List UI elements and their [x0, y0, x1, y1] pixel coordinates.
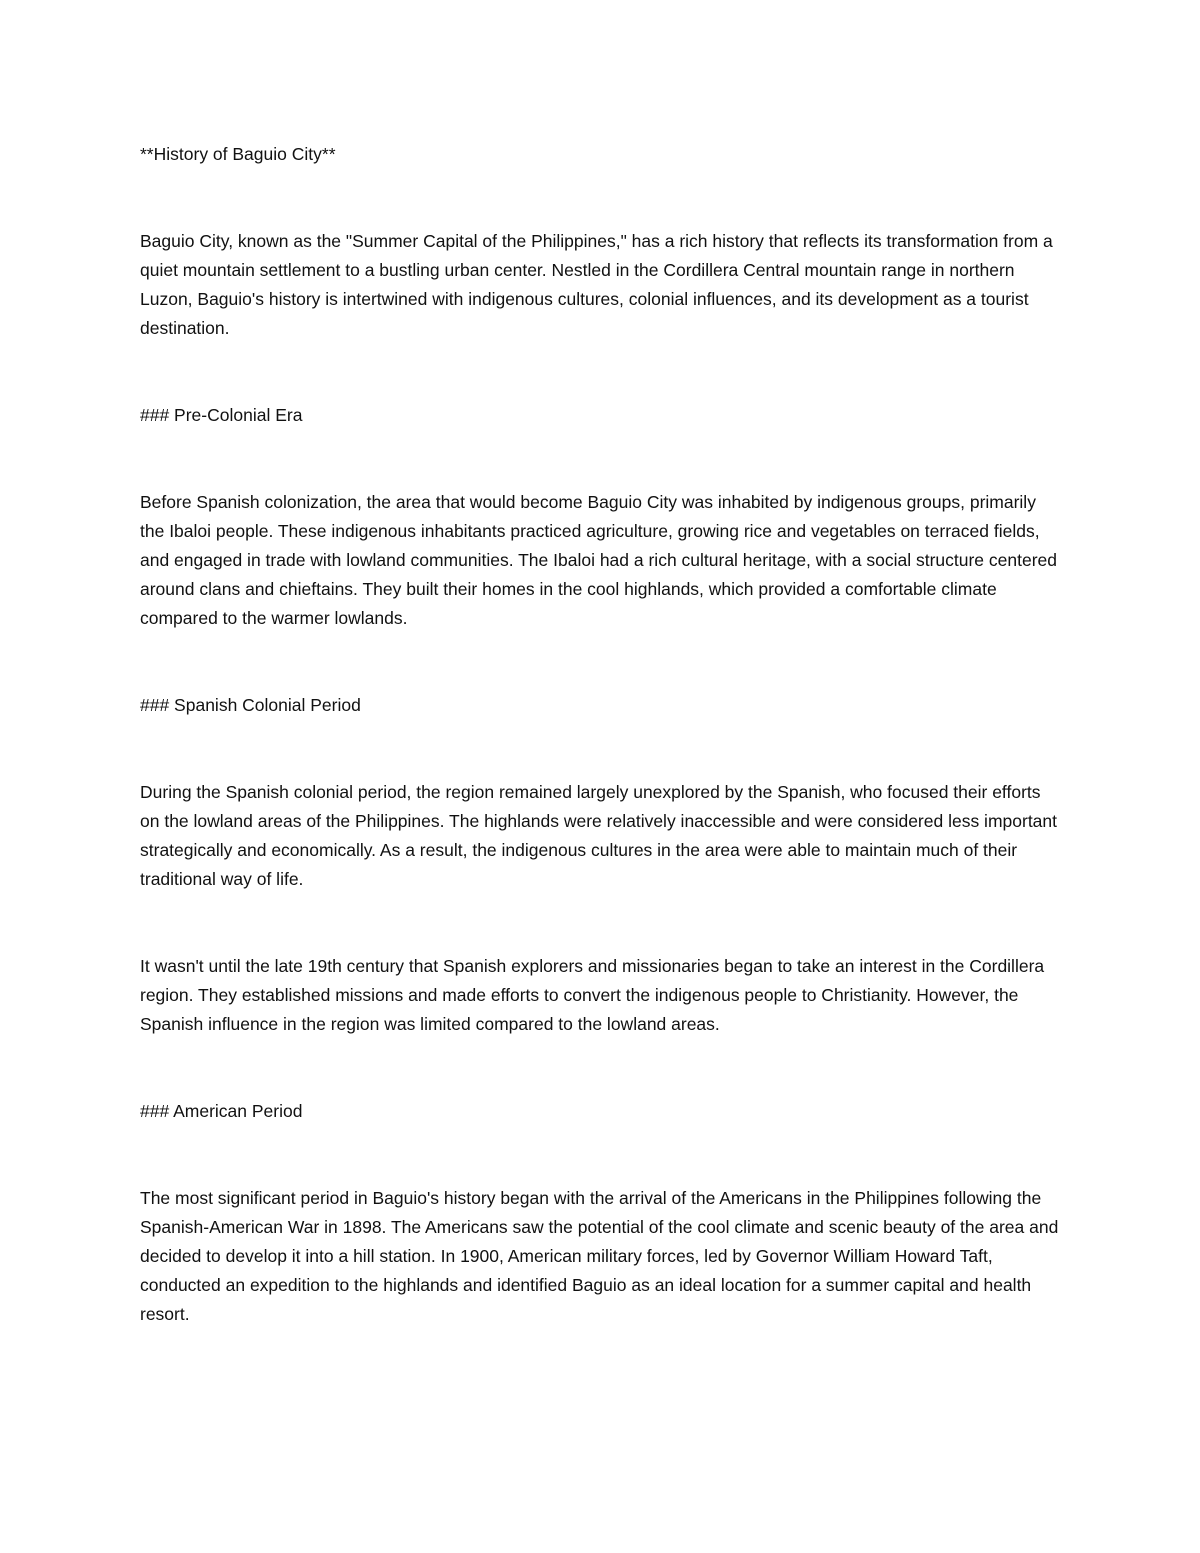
- section-heading-pre-colonial: ### Pre-Colonial Era: [140, 405, 303, 425]
- spanish-colonial-paragraph-2: It wasn't until the late 19th century that Spanish explorers and missionaries began to take an interest in the Cordillera region. They established missions and made efforts to convert the indigenous people to Christianity. However, the Spanish influence in the region was limited compared to the lowland areas.: [140, 956, 1050, 1034]
- section-heading-american: ### American Period: [140, 1101, 303, 1121]
- american-paragraph: The most significant period in Baguio's history began with the arrival of the Americans in the Philippines following the Spanish-American War in 1898. The Americans saw the potential of the cool climate and scenic beauty of the area and decided to develop it into a hill station. In 1900, American military forces, led by Governor William Howard Taft, conducted an expedition to the highlands and identified Baguio as an ideal location for a summer capital and health resort.: [140, 1188, 1064, 1324]
- document-title: **History of Baguio City**: [140, 144, 336, 164]
- section-heading-spanish-colonial: ### Spanish Colonial Period: [140, 695, 361, 715]
- document-body: [140, 140, 1064, 1387]
- pre-colonial-paragraph: Before Spanish colonization, the area that would become Baguio City was inhabited by indigenous groups, primarily the Ibaloi people. These indigenous inhabitants practiced agriculture, growing rice and vegetables on terraced fields, and engaged in trade with lowland communities. The Ibaloi had a rich cultural heritage, with a social structure centered around clans and chieftains. They built their homes in the cool highlands, which provided a comfortable climate compared to the warmer lowlands.: [140, 492, 1062, 628]
- spanish-colonial-paragraph-1: During the Spanish colonial period, the region remained largely unexplored by the Spanish, who focused their efforts on the lowland areas of the Philippines. The highlands were relatively inaccessible and were considered less important strategically and economically. As a result, the indigenous cultures in the area were able to maintain much of their traditional way of life.: [140, 782, 1062, 889]
- intro-paragraph: Baguio City, known as the "Summer Capital of the Philippines," has a rich history that reflects its transformation from a quiet mountain settlement to a bustling urban center. Nestled in the Cordillera Central mountain range in northern Luzon, Baguio's history is intertwined with indigenous cultures, colonial influences, and its development as a tourist destination.: [140, 231, 1058, 338]
